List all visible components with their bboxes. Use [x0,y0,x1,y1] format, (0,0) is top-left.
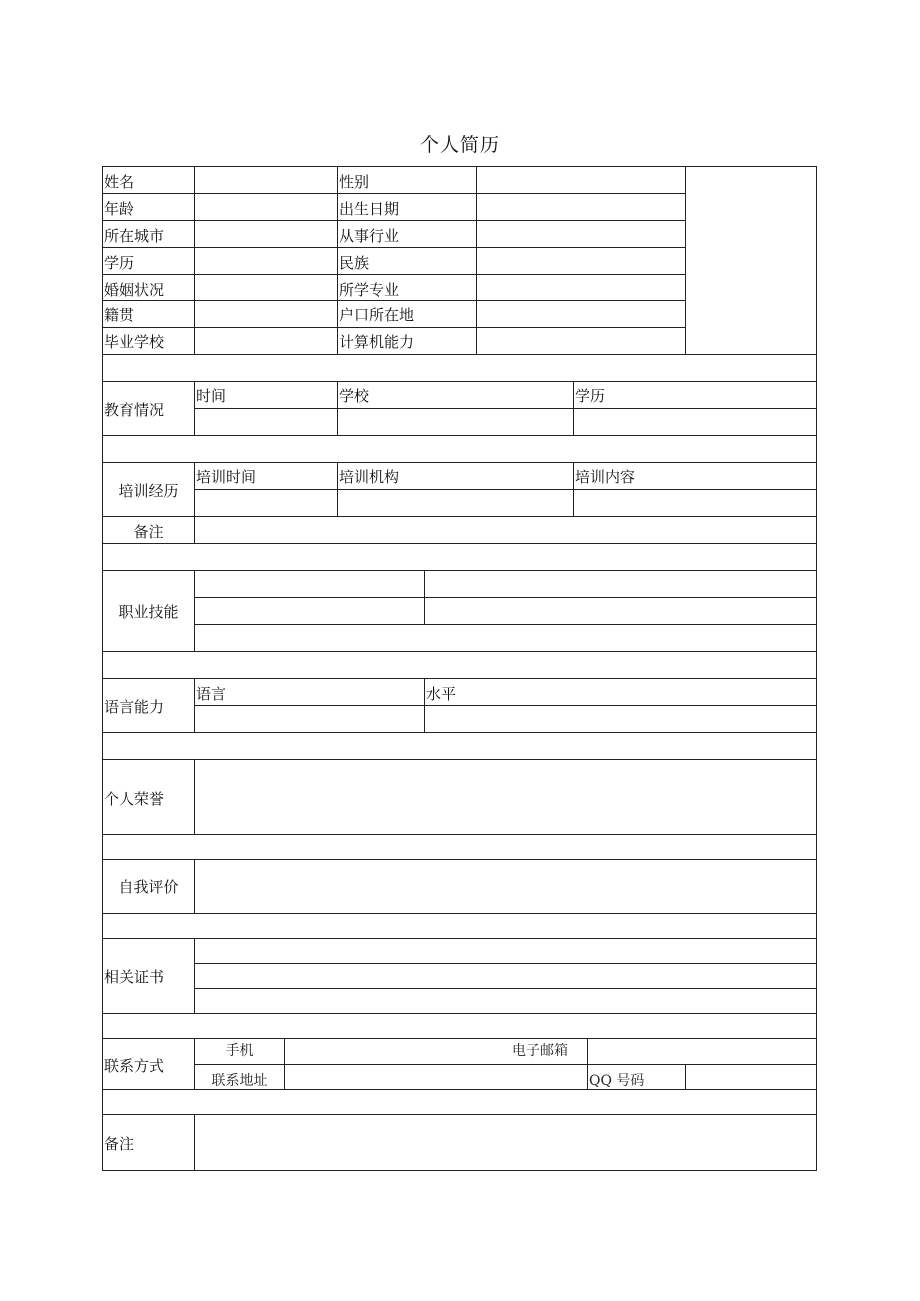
spacer-row [103,835,816,859]
section-divider [102,678,817,679]
section-divider [102,462,817,463]
skill-field[interactable] [425,598,816,624]
education-header-time: 时间 [196,387,227,405]
language-header-language: 语言 [196,685,227,703]
label-hukou-location: 户口所在地 [339,306,415,324]
spacer-row [103,1014,816,1038]
qq-field[interactable] [686,1065,816,1089]
skill-field[interactable] [195,625,816,651]
city-field[interactable] [195,221,336,247]
skill-field[interactable] [195,571,423,597]
certificate-field[interactable] [195,964,816,988]
computer-skills-field[interactable] [477,328,684,354]
graduate-school-field[interactable] [195,328,336,354]
label-name: 姓名 [104,173,135,191]
spacer-row [103,652,816,678]
education-school-field[interactable] [338,409,572,435]
education-time-field[interactable] [195,409,336,435]
education-degree-field[interactable] [574,409,816,435]
contact-address-label: 联系地址 [211,1073,268,1089]
hukou-location-field[interactable] [477,301,684,327]
education-header-degree: 学历 [575,387,606,405]
birth-date-field[interactable] [477,194,684,220]
language-level-field[interactable] [425,706,816,732]
label-education-level: 学历 [104,254,135,272]
contact-phone-label: 手机 [225,1043,254,1059]
certificate-field[interactable] [195,989,816,1013]
training-header-institution: 培训机构 [339,468,400,486]
certificate-field[interactable] [195,939,816,963]
training-content-field[interactable] [574,490,816,516]
spacer-row [103,544,816,570]
email-field[interactable] [588,1039,816,1064]
training-remark-label: 备注 [133,523,164,541]
education-section-label: 教育情况 [104,401,165,419]
self-evaluation-field[interactable] [195,860,816,913]
honors-field[interactable] [195,760,816,834]
training-remark-field[interactable] [195,517,816,543]
education-level-field[interactable] [195,248,336,274]
training-header-content: 培训内容 [575,468,636,486]
column-divider [337,166,338,354]
contact-qq-label: QQ 号码 [589,1073,645,1089]
label-computer-skills: 计算机能力 [339,333,415,351]
industry-field[interactable] [477,221,684,247]
photo-area[interactable] [686,167,816,354]
section-divider [102,381,817,382]
ethnicity-field[interactable] [477,248,684,274]
spacer-row [103,1090,816,1114]
label-gender: 性别 [339,173,370,191]
label-city: 所在城市 [104,227,165,245]
page-title: 个人简历 [419,134,500,156]
label-graduate-school: 毕业学校 [104,333,165,351]
contact-email-label: 电子邮箱 [512,1043,568,1059]
skill-field[interactable] [195,598,423,624]
training-time-field[interactable] [195,490,336,516]
training-institution-field[interactable] [338,490,572,516]
label-ethnicity: 民族 [339,254,370,272]
native-place-field[interactable] [195,301,336,327]
gender-field[interactable] [477,167,684,193]
language-section-label: 语言能力 [104,698,165,716]
phone-field[interactable] [285,1039,505,1064]
label-native-place: 籍贯 [104,306,135,324]
label-birth-date: 出生日期 [339,200,400,218]
honors-section-label: 个人荣誉 [104,790,165,808]
remarks-section-label: 备注 [104,1135,135,1153]
name-field[interactable] [195,167,336,193]
marital-status-field[interactable] [195,275,336,300]
language-header-level: 水平 [426,685,457,703]
spacer-row [103,355,816,381]
certificates-section-label: 相关证书 [104,968,165,986]
contact-section-label: 联系方式 [104,1057,165,1075]
education-header-school: 学校 [339,387,370,405]
remarks-field[interactable] [195,1115,816,1170]
address-field[interactable] [285,1065,586,1089]
spacer-row [103,914,816,938]
label-industry: 从事行业 [339,227,400,245]
spacer-row [103,733,816,759]
training-section-label: 培训经历 [118,482,179,500]
skill-field[interactable] [425,571,816,597]
language-field[interactable] [195,706,423,732]
skills-section-label: 职业技能 [118,603,179,621]
self-evaluation-section-label: 自我评价 [118,878,179,896]
major-field[interactable] [477,275,684,300]
spacer-row [103,436,816,462]
label-major: 所学专业 [339,281,400,299]
training-header-time: 培训时间 [196,468,257,486]
label-age: 年龄 [104,200,135,218]
label-marital-status: 婚姻状况 [104,281,165,299]
age-field[interactable] [195,194,336,220]
